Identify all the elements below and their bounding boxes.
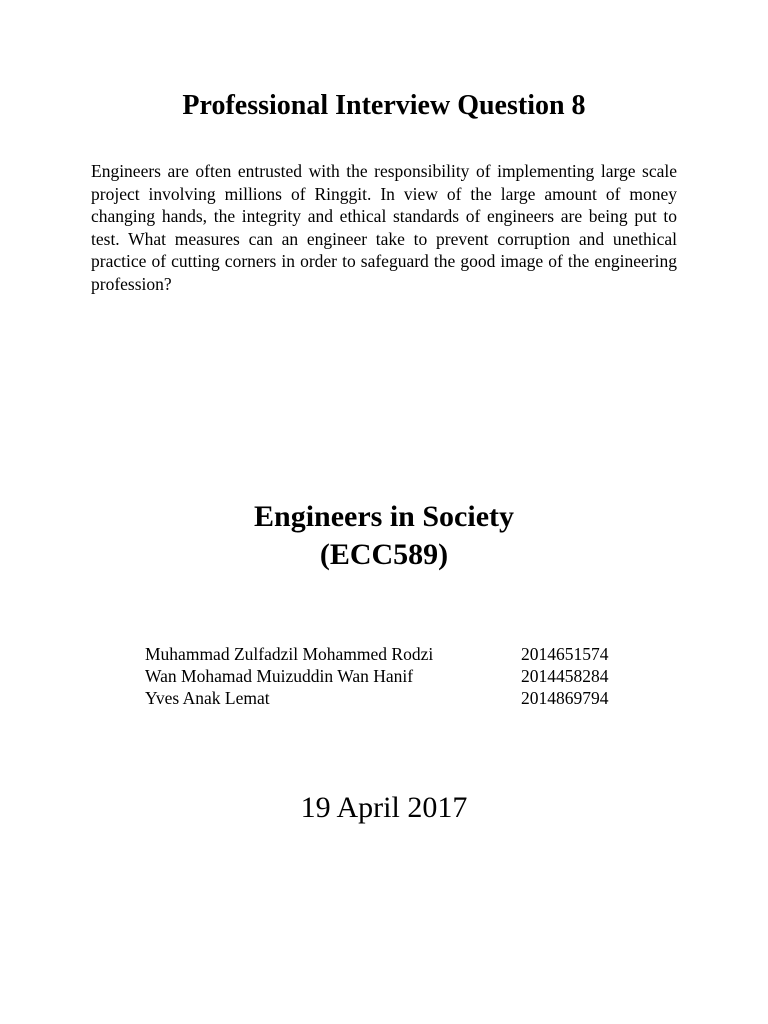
member-id: 2014869794 <box>521 688 609 708</box>
member-row <box>145 665 645 687</box>
member-row <box>145 687 645 709</box>
interview-question-text: Engineers are often entrusted with the responsibility of implementing large scale project involving millions of Ringgit. In view of the large amount of money changing hands, the integrity and ethical standards of engineers are being put to test. What measures can an engineer take to prevent corruption and unethical practice of cutting corners in order to safeguard the good image of the engineering profession? <box>91 161 677 294</box>
member-id: 2014651574 <box>521 644 609 664</box>
course-code: (ECC589) <box>319 538 449 571</box>
member-row <box>145 643 645 665</box>
member-name: Muhammad Zulfadzil Mohammed Rodzi <box>145 644 434 664</box>
member-list <box>145 643 645 709</box>
course-heading <box>0 498 768 574</box>
member-name: Yves Anak Lemat <box>145 688 270 708</box>
member-name: Wan Mohamad Muizuddin Wan Hanif <box>145 666 414 686</box>
page-title: Professional Interview Question 8 <box>182 90 586 121</box>
course-name: Engineers in Society <box>254 500 514 533</box>
member-id: 2014458284 <box>521 666 609 686</box>
submission-date: 19 April 2017 <box>300 791 468 824</box>
